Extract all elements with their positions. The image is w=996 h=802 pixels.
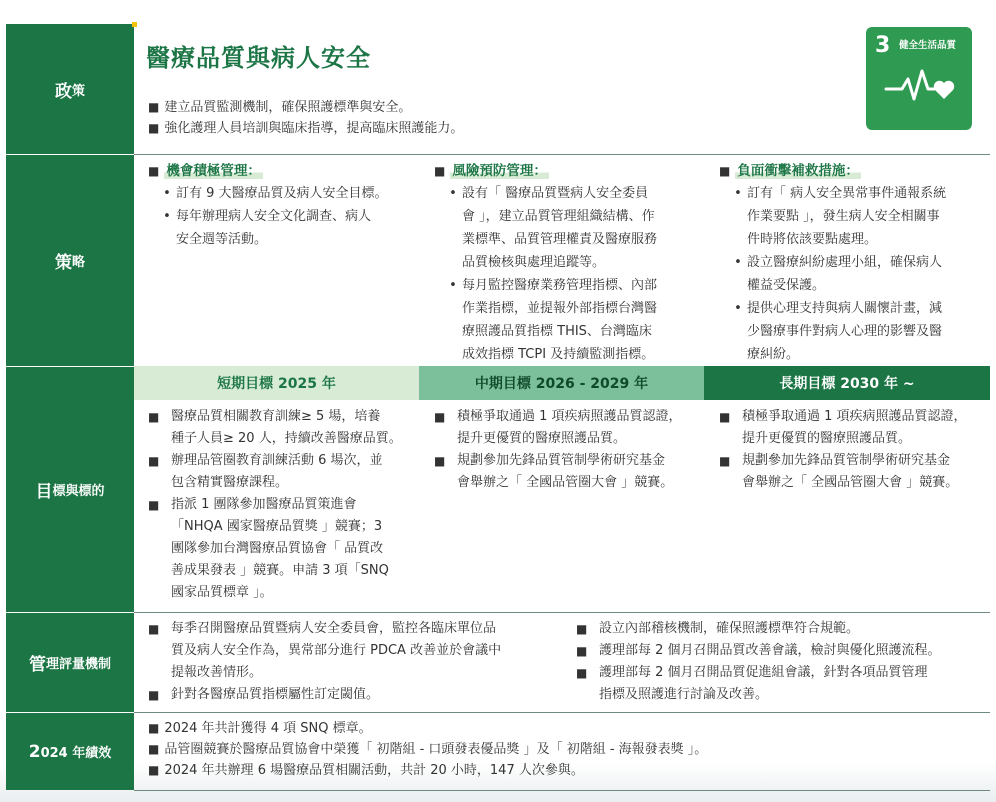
long-term-header: 長期目標 2030 年 ~ [704, 366, 990, 400]
list-item: ■ 規劃參加先鋒品質管制學術研究基金 會舉辦之「 全國品管圈大會 」競賽。 [434, 453, 674, 490]
divider [134, 712, 990, 713]
list-item: ■ 針對各醫療品質指標屬性訂定閾值。 [148, 687, 380, 702]
list-item: ■ 積極爭取通過 1 項疾病照護品質認證， 提升更優質的醫療照護品質。 [719, 409, 967, 446]
heartbeat-heart-icon [884, 67, 956, 107]
sdg-number: 3 [875, 33, 891, 58]
list-item: • 設立醫療糾紛處理小組，確保病人 權益受保護。 [734, 255, 943, 293]
performance-list [148, 718, 707, 781]
performance-item: ■ 2024 年共辦理 6 場醫療品質相關活動，共計 20 小時，147 人次參與。 [148, 763, 584, 778]
bullet-list [729, 182, 989, 366]
performance-item: ■ 品管圈競賽於醫療品質協會中榮獲「 初階組 - 口頭發表優品獎 」及「 初階組 - 海報發表獎 」。 [148, 742, 708, 757]
list-item: • 提供心理支持與病人關懷計畫，減 少醫療事件對病人心理的影響及醫 療糾紛。 [734, 301, 943, 362]
performance-label: 2 024 年績效 [6, 713, 134, 790]
list-item: ■ 積極爭取通過 1 項疾病照護品質認證， 提升更優質的醫療照護品質。 [434, 409, 682, 446]
strategy-heading: ■ 負面衝擊補救措施： [719, 163, 859, 179]
bullet-list [444, 182, 709, 366]
short-term-header: 短期目標 2025 年 [134, 366, 419, 400]
policy-label: 政 策 [6, 24, 134, 154]
list-item: • 訂有 9 大醫療品質及病人安全目標。 [163, 186, 388, 201]
list-item: ■ 護理部每 2 個月召開品質改善會議，檢討與優化照護流程。 [576, 643, 941, 658]
list-item: ■ 每季召開醫療品質暨病人安全委員會，監控各臨床單位品 質及病人安全作為，異常部分進行 PDCA 改善並於會議中 提報改善情形。 [148, 621, 502, 680]
divider [134, 790, 990, 791]
short-term-list [148, 406, 418, 604]
goals-label: 目 標與標的 [6, 367, 134, 612]
list-item: ■ 規劃參加先鋒品質管制學術研究基金 會舉辦之「 全國品管圈大會 」競賽。 [719, 453, 959, 490]
mid-term-list [434, 406, 709, 494]
list-item: ■ 醫療品質相關教育訓練≥ 5 場，培養 種子人員≥ 20 人，持續改善醫療品質。 [148, 409, 402, 446]
strategy-remedy [719, 161, 989, 366]
sdg-badge [866, 27, 972, 130]
corner-marker [132, 22, 137, 27]
list-item: • 設有「 醫療品質暨病人安全委員 會 」，建立品質管理組織結構、作 業標準、品質管理權責及醫療服務 品質檢核與處理追蹤等。 [449, 186, 658, 270]
list-item: ■ 護理部每 2 個月召開品質促進組會議，針對各項品質管理 指標及照護進行討論及改善。 [576, 665, 928, 702]
strategy-heading: ■ 機會積極管理： [148, 163, 261, 179]
strategy-heading: ■ 風險預防管理： [434, 163, 547, 179]
sdg-label: 健全生活品質 [899, 40, 957, 51]
management-left-list [148, 618, 568, 706]
strategy-opportunity [148, 161, 423, 251]
list-item: ■ 設立內部稽核機制，確保照護標準符合規範。 [576, 621, 860, 636]
strategy-label: 策 略 [6, 155, 134, 366]
list-item: ■ 指派 1 團隊參加醫療品質策進會 「NHQA 國家醫療品質獎 」競賽；3 團隊參加台灣醫療品質協會「 品質改 善成果發表 」競賽。申請 3 項「SNQ 國家品質標章 」。 [148, 497, 389, 600]
divider [134, 612, 990, 613]
list-item: ■ 辦理品管圈教育訓練活動 6 場次，並 包含精實醫療課程。 [148, 453, 383, 490]
long-term-list [719, 406, 991, 494]
management-label: 管 理評量機制 [6, 613, 134, 712]
divider [134, 154, 990, 155]
management-right-list [576, 618, 991, 706]
page-title: 醫療品質與病人安全 [146, 44, 371, 72]
policy-item: ■ 強化護理人員培訓與臨床指導，提高臨床照護能力。 [148, 121, 464, 136]
performance-item: ■ 2024 年共計獲得 4 項 SNQ 標章。 [148, 721, 372, 736]
strategy-risk [434, 161, 709, 366]
policy-item: ■ 建立品質監測機制，確保照護標準與安全。 [148, 100, 412, 115]
bullet-list [158, 182, 423, 251]
list-item: • 訂有「 病人安全異常事件通報系統 作業要點 」，發生病人安全相關事 件時將依該要點處理。 [734, 186, 947, 247]
list-item: • 每月監控醫療業務管理指標、內部 作業指標，並提報外部指標台灣醫 療照護品質指標 THIS、台灣臨床 成效指標 TCPI 及持續監測指標。 [449, 278, 658, 362]
mid-term-header: 中期目標 2026 - 2029 年 [419, 366, 704, 400]
policy-list [148, 97, 463, 139]
list-item: • 每年辦理病人安全文化調查、病人 安全週等活動。 [163, 209, 372, 247]
